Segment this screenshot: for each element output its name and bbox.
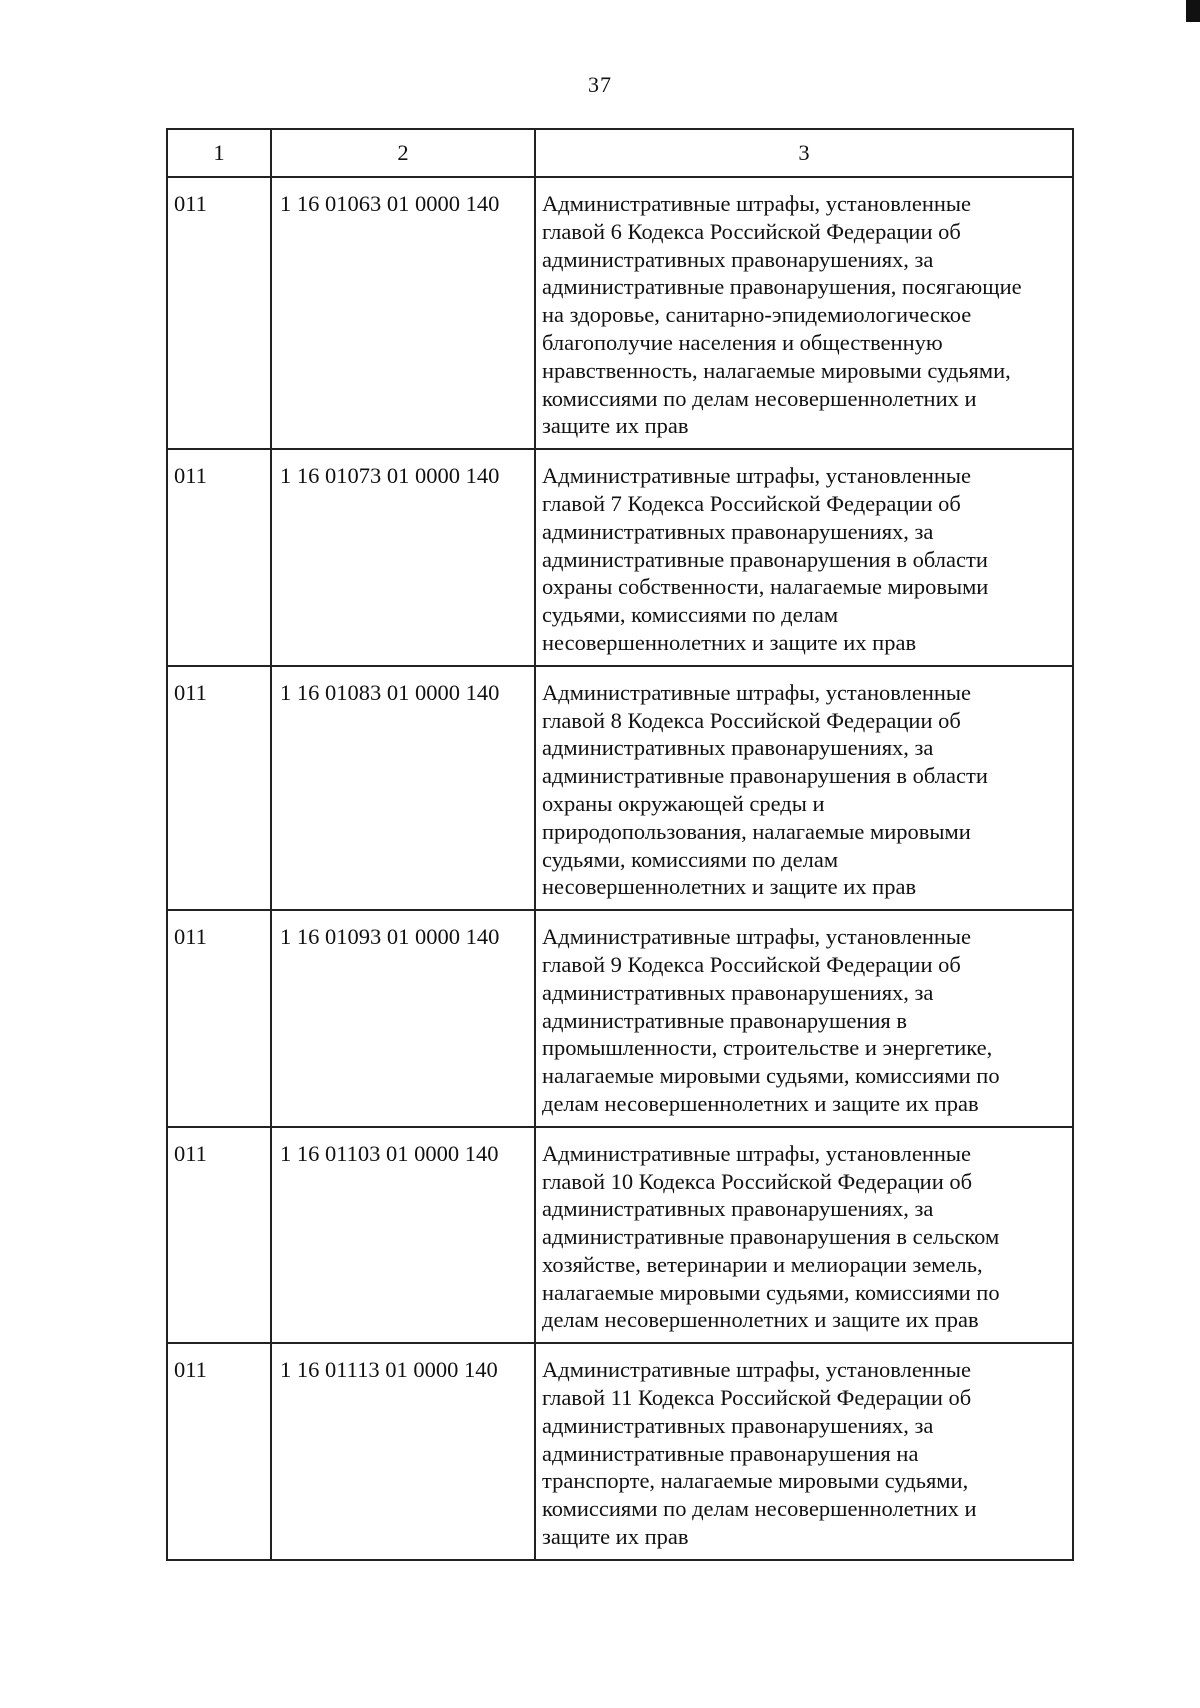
description-line: административных правонарушениях, за bbox=[542, 1412, 934, 1438]
description-cell bbox=[535, 1343, 1073, 1560]
description-line: налагаемые мировыми судьями, комиссиями по bbox=[542, 1063, 1000, 1089]
description-line: на здоровье, санитарно-эпидемиологическое bbox=[542, 302, 972, 328]
description-line: Административные штрафы, установленные bbox=[542, 679, 972, 705]
description-line: хозяйстве, ветеринарии и мелиорации земель, bbox=[542, 1251, 983, 1277]
description-line: административных правонарушениях, за bbox=[542, 1196, 934, 1222]
budget-classification-code-cell: 1 16 01103 01 0000 140 bbox=[271, 1127, 535, 1344]
budget-codes-table bbox=[166, 128, 1074, 1561]
budget-classification-code-cell: 1 16 01083 01 0000 140 bbox=[271, 666, 535, 910]
table-row bbox=[167, 666, 1073, 910]
description-line: главой 10 Кодекса Российской Федерации об bbox=[542, 1168, 973, 1194]
admin-code-cell: 011 bbox=[167, 1343, 271, 1560]
description-line: несовершеннолетних и защите их прав bbox=[542, 874, 917, 900]
description-line: несовершеннолетних и защите их прав bbox=[542, 629, 917, 655]
admin-code-cell: 011 bbox=[167, 910, 271, 1127]
budget-classification-code-cell: 1 16 01093 01 0000 140 bbox=[271, 910, 535, 1127]
description-cell bbox=[535, 449, 1073, 666]
description-line: благополучие населения и общественную bbox=[542, 329, 943, 355]
description-line: Административные штрафы, установленные bbox=[542, 1357, 972, 1383]
description-line: промышленности, строительстве и энергетике, bbox=[542, 1035, 993, 1061]
table-row bbox=[167, 1343, 1073, 1560]
description-line: защите их прав bbox=[542, 413, 689, 439]
description-line: охраны собственности, налагаемые мировыми bbox=[542, 574, 989, 600]
description-line: административные правонарушения в области bbox=[542, 546, 988, 572]
description-line: административных правонарушениях, за bbox=[542, 518, 934, 544]
budget-classification-code-cell: 1 16 01073 01 0000 140 bbox=[271, 449, 535, 666]
header-col-2: 2 bbox=[271, 129, 535, 177]
header-row bbox=[167, 129, 1073, 177]
description-line: природопользования, налагаемые мировыми bbox=[542, 818, 971, 844]
table-row bbox=[167, 177, 1073, 449]
description-line: главой 8 Кодекса Российской Федерации об bbox=[542, 707, 961, 733]
admin-code-cell: 011 bbox=[167, 177, 271, 449]
description-line: Административные штрафы, установленные bbox=[542, 463, 972, 489]
table-row bbox=[167, 910, 1073, 1127]
description-line: судьями, комиссиями по делам bbox=[542, 846, 839, 872]
budget-classification-code-cell: 1 16 01113 01 0000 140 bbox=[271, 1343, 535, 1560]
admin-code-cell: 011 bbox=[167, 449, 271, 666]
table-header bbox=[167, 129, 1073, 177]
description-line: административных правонарушениях, за bbox=[542, 735, 934, 761]
description-cell bbox=[535, 1127, 1073, 1344]
header-col-1: 1 bbox=[167, 129, 271, 177]
description-line: Административные штрафы, установленные bbox=[542, 1140, 972, 1166]
description-cell bbox=[535, 666, 1073, 910]
description-line: транспорте, налагаемые мировыми судьями, bbox=[542, 1468, 969, 1494]
header-col-3: 3 bbox=[535, 129, 1073, 177]
description-line: делам несовершеннолетних и защите их прав bbox=[542, 1307, 979, 1333]
scan-corner-mark bbox=[1186, 0, 1200, 22]
table-body bbox=[167, 177, 1073, 1560]
page-number: 37 bbox=[588, 72, 612, 97]
description-cell bbox=[535, 177, 1073, 449]
description-line: комиссиями по делам несовершеннолетних и bbox=[542, 1496, 977, 1522]
admin-code-cell: 011 bbox=[167, 1127, 271, 1344]
description-line: главой 7 Кодекса Российской Федерации об bbox=[542, 490, 961, 516]
description-line: административные правонарушения на bbox=[542, 1440, 919, 1466]
description-line: главой 6 Кодекса Российской Федерации об bbox=[542, 218, 961, 244]
description-line: административных правонарушениях, за bbox=[542, 979, 934, 1005]
description-line: административные правонарушения, посягающие bbox=[542, 274, 1022, 300]
table-row bbox=[167, 1127, 1073, 1344]
description-line: налагаемые мировыми судьями, комиссиями по bbox=[542, 1279, 1000, 1305]
description-line: административные правонарушения в bbox=[542, 1007, 908, 1033]
description-line: судьями, комиссиями по делам bbox=[542, 602, 839, 628]
description-line: комиссиями по делам несовершеннолетних и bbox=[542, 385, 977, 411]
budget-classification-code-cell: 1 16 01063 01 0000 140 bbox=[271, 177, 535, 449]
description-line: Административные штрафы, установленные bbox=[542, 191, 972, 216]
description-line: нравственность, налагаемые мировыми судьями, bbox=[542, 357, 1011, 383]
description-line: главой 9 Кодекса Российской Федерации об bbox=[542, 951, 961, 977]
description-line: главой 11 Кодекса Российской Федерации об bbox=[542, 1385, 972, 1411]
description-line: защите их прав bbox=[542, 1524, 689, 1550]
description-line: делам несовершеннолетних и защите их прав bbox=[542, 1090, 979, 1116]
description-line: Административные штрафы, установленные bbox=[542, 924, 972, 950]
description-line: охраны окружающей среды и bbox=[542, 790, 825, 816]
description-line: административные правонарушения в сельском bbox=[542, 1224, 1000, 1250]
description-line: административные правонарушения в области bbox=[542, 763, 988, 789]
description-line: административных правонарушениях, за bbox=[542, 246, 934, 272]
admin-code-cell: 011 bbox=[167, 666, 271, 910]
description-cell bbox=[535, 910, 1073, 1127]
table-row bbox=[167, 449, 1073, 666]
